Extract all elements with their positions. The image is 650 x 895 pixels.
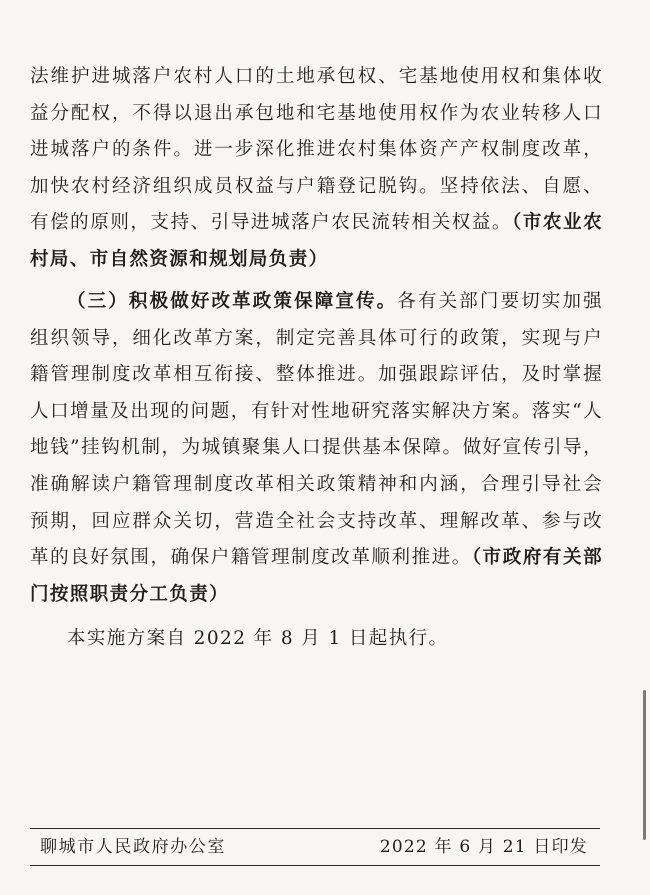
responsible-departments: （市农业农村局、市自然资源和规划局负责） [30, 212, 603, 270]
issue-date: 2022 年 6 月 21 日印发 [379, 837, 588, 857]
paragraph-effective-date: 本实施方案自 2022 年 8 月 1 日起执行。 [67, 628, 449, 649]
footer-top-rule [30, 828, 600, 829]
responsible-departments: （市政府有关部门按照职责分工负责） [30, 547, 603, 605]
section-heading: （三）积极做好改革政策保障宣传。 [67, 291, 398, 312]
paragraph-land-rights [30, 59, 603, 279]
vertical-scrollbar[interactable] [643, 690, 646, 840]
paragraph-text: 法维护进城落户农村人口的土地承包权、宅基地使用权和集体收益分配权，不得以退出承包地和宅基地使用权作为农业转移人口进城落户的条件。进一步深化推进农村集体资产产权制度改革，加快农村经济组织成员权益与户籍登记脱钩。坚持依法、自愿、有偿的原则，支持、引导进城落户农民流转相关权益。 [30, 66, 603, 234]
paragraph-text: 各有关部门要切实加强组织领导，细化改革方案，制定完善具体可行的政策，实现与户籍管理制度改革相互衔接、整体推进。加强跟踪评估，及时掌握人口增量及出现的问题，有针对性地研究落实解决方案。落实“人地钱”挂钩机制，为城镇聚集人口提供基本保障。做好宣传引导，准确解读户籍管理制度改革相关政策精神和内涵，合理引导社会预期，回应群众关切，营造全社会支持改革、理解改革、参与改革的良好氛围，确保户籍管理制度改革顺利推进。 [30, 291, 603, 569]
footer-bottom-rule [30, 865, 600, 866]
paragraph-policy-publicity [30, 284, 603, 613]
issuing-office: 聊城市人民政府办公室 [40, 837, 226, 857]
